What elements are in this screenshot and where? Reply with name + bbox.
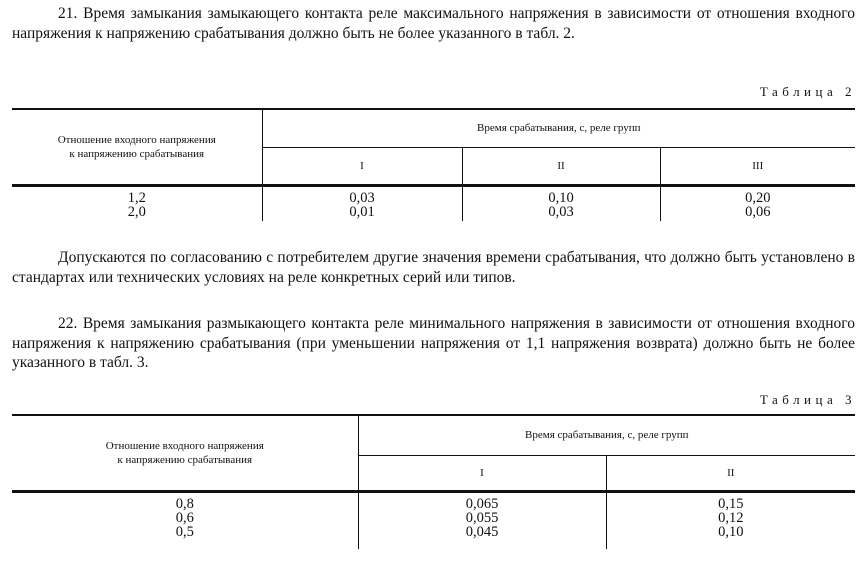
table-3-value-r3-g2: 0,10 [718, 523, 744, 540]
table-3-value-r2-g2: 0,12 [718, 509, 744, 526]
table-2-col1-header [12, 109, 262, 185]
table-2-caption: Таблица 2 [759, 84, 856, 99]
table-3-ratio-cell [12, 491, 358, 549]
table-row [12, 185, 855, 221]
table-3-value-r1-g2: 0,15 [718, 495, 744, 512]
table-2-value-r2-g1: 0,01 [349, 203, 375, 220]
table-2-group-1-cell [262, 185, 462, 221]
paragraph-22: 22. Время замыкания размыкающего контакта реле минимального напряжения в зависимости от отношения входного напряжения к напряжению срабатывания (при уменьшении напряжения от 1,1 напряжения возврата) должно быть не более указанного в табл. 3. [12, 315, 855, 371]
table-3-subheader-1: I [358, 455, 606, 491]
table-3-value-r1-g1: 0,065 [465, 495, 499, 512]
table-3-value-r3-g1: 0,045 [465, 523, 499, 540]
table-row [12, 491, 855, 549]
paragraph-note: Допускаются по согласованию с потребителем другие значения времени срабатывания, что должно быть установлено в стандартах или технических условиях на реле конкретных серий или типов. [12, 249, 855, 286]
table-3 [12, 414, 855, 549]
table-2-value-r2-g2: 0,03 [548, 203, 574, 220]
table-3-ratio-2: 0,6 [175, 509, 194, 526]
table-2-group-header: Время срабатывания, с, реле групп [262, 109, 855, 147]
table-2-value-r2-g3: 0,06 [745, 203, 771, 220]
table-2 [12, 108, 855, 221]
table-3-caption: Таблица 3 [759, 392, 856, 407]
table-3-ratio-3: 0,5 [175, 523, 194, 540]
table-3-col1-header [12, 415, 358, 491]
table-3-value-r2-g1: 0,055 [465, 509, 499, 526]
table-3-group-2-cell [606, 491, 855, 549]
table-3-subheader-2: II [606, 455, 855, 491]
table-2-value-r1-g2: 0,10 [548, 189, 574, 206]
table-2-ratio-2: 2,0 [127, 203, 146, 220]
table-2-subheader-2: II [462, 147, 660, 185]
table-2-col1-header-line1: Отношение входного напряжения [57, 133, 216, 146]
table-2-ratio-1: 1,2 [127, 189, 146, 206]
table-3-group-1-cell [358, 491, 606, 549]
table-2-col1-header-line2: к напряжению срабатывания [69, 147, 205, 160]
table-2-group-2-cell [462, 185, 660, 221]
table-3-col1-header-line1: Отношение входного напряжения [105, 439, 264, 452]
table-3-col1-header-line2: к напряжению срабатывания [117, 453, 253, 466]
table-2-value-r1-g1: 0,03 [349, 189, 375, 206]
table-2-group-3-cell [660, 185, 855, 221]
table-2-subheader-1: I [262, 147, 462, 185]
table-3-group-header: Время срабатывания, с, реле групп [358, 415, 855, 455]
table-2-subheader-3: III [660, 147, 855, 185]
table-3-ratio-1: 0,8 [175, 495, 194, 512]
paragraph-21: 21. Время замыкания замыкающего контакта реле максимального напряжения в зависимости от отношения входного напряжения к напряжению срабатывания должно быть не более указанного в табл. 2. [12, 5, 855, 42]
table-2-ratio-cell [12, 185, 262, 221]
table-2-value-r1-g3: 0,20 [745, 189, 771, 206]
